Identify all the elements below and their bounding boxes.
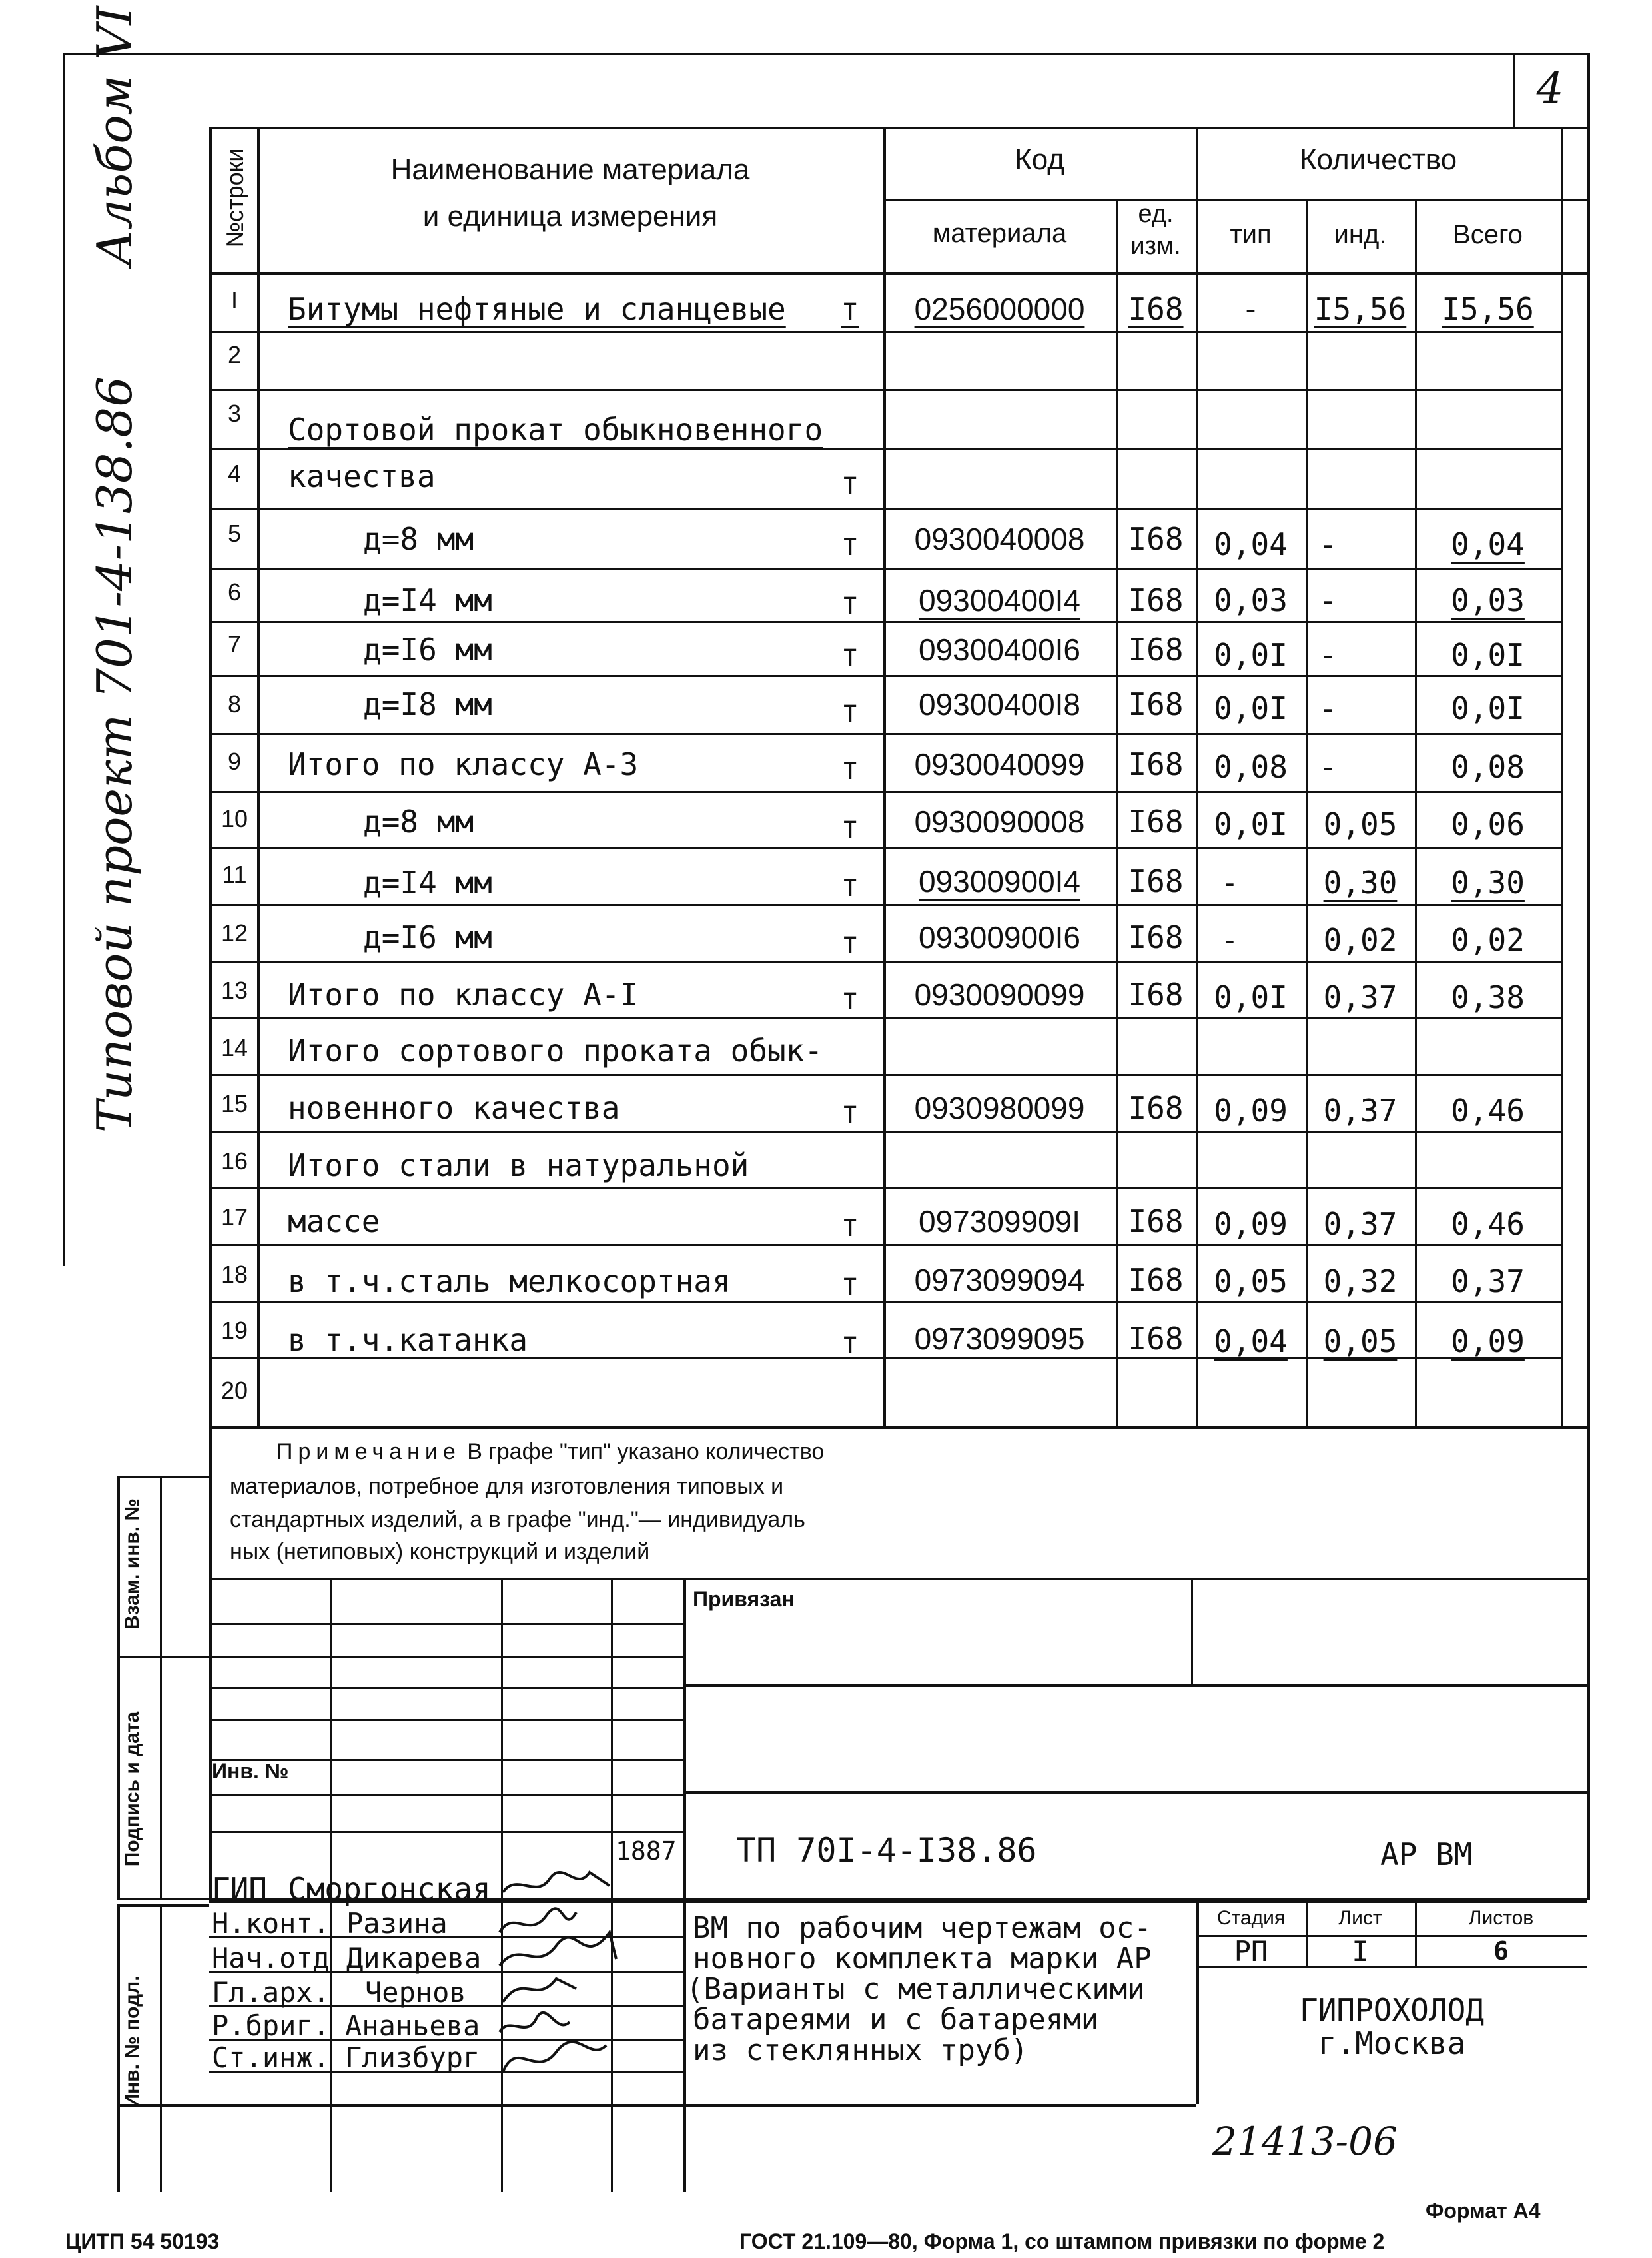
row-no: 12 <box>220 919 248 947</box>
row-code: 0930090099 <box>914 977 1085 1012</box>
signature-4 <box>503 1979 576 2002</box>
header-row-no: №строки <box>221 148 248 248</box>
row-ind: 0,05 <box>1323 1323 1398 1359</box>
row-sep <box>209 1187 1561 1189</box>
row-total: 0,46 <box>1451 1093 1525 1129</box>
header-q-ind: инд. <box>1334 220 1387 249</box>
row-type: 0,0I <box>1214 806 1288 842</box>
row-name: в т.ч.сталь мелкосортная <box>288 1263 731 1299</box>
row-unit: т <box>841 1094 859 1130</box>
row-ed: I68 <box>1128 1090 1184 1126</box>
row-name: качества <box>288 458 436 494</box>
header-sub <box>883 199 1587 201</box>
signature-5 <box>500 2013 570 2032</box>
signature-3 <box>500 1932 616 1966</box>
row-unit: т <box>841 585 859 621</box>
row-ed: I68 <box>1128 1203 1184 1239</box>
row-sep <box>209 675 1561 677</box>
person-role: ГИП <box>212 1871 268 1907</box>
strip-lower-left <box>117 1904 120 2192</box>
row-no: 19 <box>220 1317 248 1344</box>
row-ind: - <box>1319 526 1338 562</box>
row-ed: I68 <box>1128 686 1184 722</box>
row-sep <box>209 448 1561 450</box>
row-sep <box>209 508 1561 510</box>
row-total: 0,08 <box>1451 749 1525 785</box>
title-line-1: ВМ по рабочим чертежам ос- <box>693 1911 1152 1945</box>
row-name: Итого по классу А-I <box>288 977 639 1013</box>
col-total-right <box>1561 127 1563 1428</box>
strip-inv-podl: Инв. № подл. <box>121 1976 143 2109</box>
row-code: 09300900I6 <box>918 920 1081 955</box>
row-ed: I68 <box>1128 919 1184 955</box>
row-no: 4 <box>227 460 242 487</box>
header-unit-2: изм. <box>1130 232 1181 260</box>
row-no: 10 <box>220 805 248 832</box>
row-no: 15 <box>220 1090 248 1117</box>
note-line-1 <box>276 1439 824 1465</box>
row-code: 09300400I6 <box>918 632 1081 667</box>
row-no: 13 <box>220 977 248 1004</box>
row-no: 6 <box>227 578 242 606</box>
row-name: Битумы нефтяные и сланцевые <box>288 291 786 327</box>
frame-left <box>63 53 65 1266</box>
sheet-number: 4 <box>1536 64 1564 113</box>
note-line-3: стандартных изделий, а в графе "инд."— индивидуаль <box>230 1507 805 1532</box>
row-code: 0930040008 <box>914 522 1085 556</box>
doc-mark: АР ВМ <box>1380 1836 1473 1872</box>
strip-podpis: Подпись и дата <box>121 1711 143 1867</box>
row-total: 0,38 <box>1451 979 1525 1015</box>
header-q-type: тип <box>1230 220 1272 249</box>
header-name: Наименование материала <box>390 153 750 186</box>
privyazan-split <box>1191 1578 1193 1684</box>
row-ind: 0,37 <box>1323 1206 1398 1242</box>
row-total: 0,02 <box>1451 922 1525 958</box>
row-no: 14 <box>220 1034 248 1061</box>
row-name: д=8 мм <box>363 804 474 840</box>
row-ind: 0,05 <box>1323 806 1398 842</box>
side-title <box>87 6 160 1133</box>
row-code: 0256000000 <box>914 292 1085 326</box>
row-sep <box>209 621 1561 623</box>
note-line-2: материалов, потребное для изготовления типовых и <box>230 1474 784 1499</box>
row-sep <box>209 1301 1561 1303</box>
row-sep <box>209 904 1561 906</box>
row-no: I <box>230 286 238 314</box>
row-ed: I68 <box>1128 291 1184 327</box>
stamp-left-row <box>209 1831 683 1833</box>
header-name2: и единица измерения <box>422 200 718 233</box>
row-no: 2 <box>227 341 242 368</box>
sheets-label: Листов <box>1468 1907 1534 1929</box>
row-code: 09300400I4 <box>918 583 1081 618</box>
row-type: 0,04 <box>1214 1323 1288 1359</box>
row-unit: т <box>841 1266 859 1302</box>
row-name: д=I4 мм <box>363 865 492 901</box>
person-name: Сморгонская <box>288 1871 491 1907</box>
row-ed: I68 <box>1128 1321 1184 1357</box>
sheets-value: 6 <box>1493 1936 1509 1966</box>
frame-right <box>1587 53 1590 1899</box>
strip-sep-1 <box>117 1656 209 1658</box>
signature-6 <box>503 2042 606 2072</box>
row-type: 0,0I <box>1214 979 1288 1015</box>
row-sep <box>209 1074 1561 1076</box>
person-role: Ст.инж. <box>212 2041 330 2074</box>
row-name: массе <box>288 1203 380 1239</box>
person-role: Н.конт. <box>212 1907 330 1940</box>
row-unit: т <box>841 291 859 327</box>
row-name: д=8 мм <box>363 521 474 557</box>
row-name: новенного качества <box>288 1090 620 1126</box>
header-q-total: Всего <box>1453 220 1523 249</box>
row-no: 7 <box>227 630 242 658</box>
strip-top <box>117 1476 209 1478</box>
row-unit: т <box>841 637 859 673</box>
row-ind: 0,30 <box>1323 865 1398 901</box>
stamp-col-4 <box>683 1578 686 2192</box>
row-code: 09300400I8 <box>918 687 1081 722</box>
row-name: д=I6 мм <box>363 919 492 955</box>
strip-lower-mid <box>160 1904 162 2192</box>
person-role: Р.бриг. <box>212 2009 330 2042</box>
row-sep <box>209 961 1561 963</box>
row-sep <box>209 847 1561 849</box>
row-unit: т <box>841 925 859 961</box>
row-type: 0,04 <box>1214 526 1288 562</box>
row-code: 097309909I <box>918 1204 1081 1239</box>
strip-vzam: Взам. инв. № <box>121 1498 143 1630</box>
title-line-4: батареями и с батареями <box>693 2003 1099 2037</box>
table-body-bottom <box>209 1426 1587 1429</box>
row-total: 0,09 <box>1451 1323 1525 1359</box>
row-name: Итого стали в натуральной <box>288 1147 749 1183</box>
footer-right: ГОСТ 21.109—80, Форма 1, со штампом привязки по форме 2 <box>739 2229 1385 2253</box>
footer-format: Формат А4 <box>1426 2199 1541 2223</box>
person-name: Разина <box>346 1907 448 1940</box>
org-city: г.Москва <box>1318 2025 1466 2061</box>
row-sep <box>209 791 1561 793</box>
row-code: 0930040099 <box>914 747 1085 782</box>
row-total: 0,04 <box>1451 526 1525 562</box>
person-role: Гл.арх. <box>212 1976 330 2009</box>
row-unit: т <box>841 809 859 845</box>
stamp-left-row <box>209 1719 683 1721</box>
person-name: Чернов <box>365 1976 466 2009</box>
row-ed: I68 <box>1128 582 1184 618</box>
stage-value: РП <box>1234 1935 1268 1968</box>
row-unit: т <box>841 867 859 903</box>
row-unit: т <box>841 465 859 501</box>
row-ed: I68 <box>1128 1262 1184 1298</box>
row-type: 0,03 <box>1214 582 1288 618</box>
row-sep <box>209 1017 1561 1019</box>
row-no: 11 <box>222 861 247 888</box>
row-total: 0,03 <box>1451 582 1525 618</box>
row-ind: 0,37 <box>1323 979 1398 1015</box>
row-no: 18 <box>220 1261 248 1288</box>
row-sep <box>209 389 1561 391</box>
stamp-final-bottom <box>683 2104 1196 2107</box>
row-ed: I68 <box>1128 632 1184 668</box>
doc-code: ТП 70I-4-I38.86 <box>736 1831 1037 1870</box>
person-name: Дикарева <box>346 1942 482 1974</box>
row-type: - <box>1220 865 1239 901</box>
row-sep <box>209 568 1561 570</box>
row-unit: т <box>841 1325 859 1361</box>
row-code: 0973099095 <box>914 1321 1085 1356</box>
header-quantity: Количество <box>1299 143 1457 176</box>
title-line-5: из стеклянных труб) <box>693 2033 1029 2067</box>
row-total: 0,30 <box>1451 865 1525 901</box>
row-type: 0,0I <box>1214 690 1288 726</box>
row-unit: т <box>841 1207 859 1243</box>
stamp-left-row <box>209 1656 683 1658</box>
header-code-material: материала <box>932 219 1067 248</box>
person-name: Ананьева <box>345 2009 480 2042</box>
row-ed: I68 <box>1128 746 1184 782</box>
row-ind: - <box>1319 637 1338 673</box>
row-sep <box>209 331 1561 333</box>
sheet-label: Лист <box>1338 1907 1382 1929</box>
side-title-album: Альбом VI <box>87 6 143 267</box>
row-ind: I5,56 <box>1314 291 1407 327</box>
row-name: д=I6 мм <box>363 632 492 668</box>
header-code: Код <box>1015 143 1064 176</box>
row-ind: - <box>1319 582 1338 618</box>
row-type: 0,09 <box>1214 1206 1288 1242</box>
row-total: 0,06 <box>1451 806 1525 842</box>
inv-no-label: Инв. № <box>212 1759 289 1783</box>
frame-top <box>63 53 1589 55</box>
row-sep <box>209 1244 1561 1246</box>
stamp-top <box>209 1578 1587 1580</box>
row-type: 0,08 <box>1214 749 1288 785</box>
stamp-left-row <box>209 1794 683 1796</box>
row-ind: 0,37 <box>1323 1093 1398 1129</box>
row-ed: I68 <box>1128 804 1184 840</box>
note-line-4: ных (нетиповых) конструкций и изделий <box>230 1539 650 1564</box>
row-unit: т <box>841 693 859 729</box>
row-total: 0,46 <box>1451 1206 1525 1242</box>
row-type: 0,0I <box>1214 637 1288 673</box>
signature-2 <box>500 1908 576 1932</box>
row-code: 0973099094 <box>914 1263 1085 1297</box>
handwritten-number: 21413-06 <box>1212 2119 1398 2164</box>
row-ind: 0,02 <box>1323 922 1398 958</box>
title-line-3: (Варианты с металлическими <box>686 1972 1145 2006</box>
row-type: - <box>1220 922 1239 958</box>
header-unit-1: ед. <box>1138 200 1174 228</box>
row-sep <box>209 1131 1561 1133</box>
row-unit: т <box>841 750 859 786</box>
row-total: 0,0I <box>1451 690 1525 726</box>
stamp-left-row <box>209 1623 683 1625</box>
row-name: Итого по классу А-3 <box>288 746 639 782</box>
table-left <box>209 127 212 1899</box>
row-ind: - <box>1319 749 1338 785</box>
note-line1-rest: В графе "тип" указано количество <box>467 1439 825 1464</box>
person-name: Глизбург <box>345 2041 480 2074</box>
row-sep <box>209 733 1561 735</box>
title-line-2: новного комплекта марки АР <box>693 1942 1152 1976</box>
footer-left: ЦИТП 54 50193 <box>65 2229 220 2253</box>
row-type: 0,09 <box>1214 1093 1288 1129</box>
strip-left <box>117 1476 120 1899</box>
row-no: 8 <box>227 690 242 718</box>
row-ed: I68 <box>1128 977 1184 1013</box>
stamp-right-row <box>683 1791 1587 1794</box>
stamp-year: 1887 <box>616 1836 677 1866</box>
row-code: 0930090008 <box>914 804 1085 839</box>
row-total: I5,56 <box>1442 291 1534 327</box>
row-name: д=I8 мм <box>363 686 492 722</box>
col-no-right <box>257 127 260 1428</box>
row-total: 0,0I <box>1451 637 1525 673</box>
row-ind: - <box>1319 690 1338 726</box>
row-type: - <box>1241 291 1260 327</box>
header-bottom <box>209 272 1587 275</box>
stamp-left-row <box>209 1687 683 1689</box>
signature-1 <box>503 1872 610 1892</box>
row-no: 3 <box>227 400 242 427</box>
row-no: 5 <box>227 520 242 547</box>
row-unit: т <box>841 526 859 562</box>
row-no: 9 <box>227 748 242 775</box>
row-no: 17 <box>220 1203 248 1231</box>
org-name: ГИПРОХОЛОД <box>1300 1992 1484 2028</box>
side-title-project: Типовой проект 701-4-138.86 <box>87 376 143 1133</box>
sheet-value: I <box>1352 1935 1369 1968</box>
row-code: 0930980099 <box>914 1091 1085 1125</box>
stamp-right-row <box>683 1684 1587 1687</box>
privyazan-label: Привязан <box>693 1587 795 1611</box>
note-head: Примечание <box>276 1439 461 1464</box>
row-name: в т.ч.катанка <box>288 1322 528 1358</box>
row-name: Итого сортового проката обык- <box>288 1033 823 1069</box>
row-type: 0,05 <box>1214 1263 1288 1299</box>
row-no: 16 <box>220 1147 248 1175</box>
table-top <box>209 127 1587 129</box>
row-ind: 0,32 <box>1323 1263 1398 1299</box>
row-name: д=I4 мм <box>363 582 492 618</box>
person-role: Нач.отд <box>212 1942 330 1974</box>
row-unit: т <box>841 981 859 1017</box>
row-name: Сортовой прокат обыкновенного <box>288 412 823 448</box>
row-ed: I68 <box>1128 863 1184 899</box>
row-no: 20 <box>220 1377 248 1404</box>
row-code: 09300900I4 <box>918 864 1081 899</box>
row-ed: I68 <box>1128 521 1184 557</box>
row-total: 0,37 <box>1451 1263 1525 1299</box>
strip-mid <box>160 1476 162 1899</box>
signatures <box>496 1859 629 2105</box>
stage-label: Стадия <box>1216 1907 1286 1929</box>
